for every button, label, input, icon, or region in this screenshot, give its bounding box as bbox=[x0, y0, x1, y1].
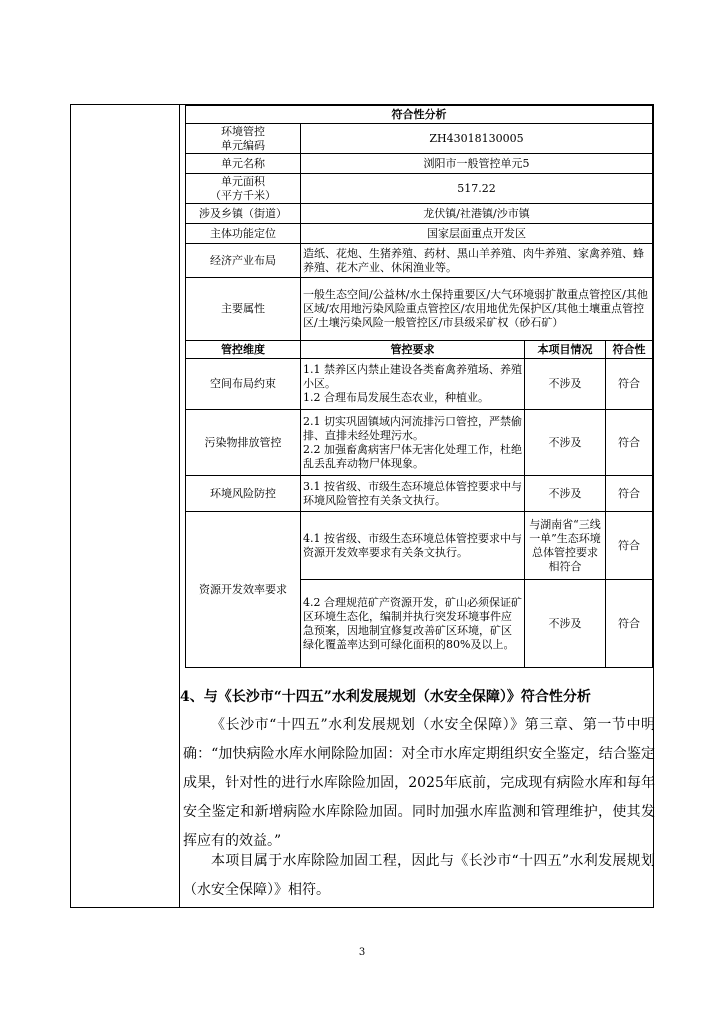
row-dimension: 污染物排放管控 bbox=[186, 410, 301, 476]
row-situation: 不涉及 bbox=[525, 580, 606, 668]
compliance-table bbox=[185, 105, 653, 668]
row-dimension: 空间布局约束 bbox=[186, 359, 301, 410]
row-requirement: 1.1 禁养区内禁止建设各类畜禽养殖场、养殖小区。 1.2 合理布局发展生态农业，种植业。 bbox=[301, 359, 525, 410]
section-title: 4、与《长沙市“十四五”水利发展规划（水安全保障）》符合性分析 bbox=[180, 689, 591, 705]
row-compliance: 符合 bbox=[606, 410, 653, 476]
col-header-situation: 本项目情况 bbox=[525, 341, 606, 359]
row-situation: 与湖南省“三线一单”生态环境总体管控要求相符合 bbox=[525, 512, 606, 580]
row-compliance: 符合 bbox=[606, 580, 653, 668]
row-requirement: 2.1 切实巩固镇域内河流排污口管控，严禁偷排、直排未经处理污水。 2.2 加强畜禽病害尸体无害化处理工作，杜绝乱丢乱弃动物尸体现象。 bbox=[301, 410, 525, 476]
table-title: 符合性分析 bbox=[186, 106, 653, 124]
page-number: 3 bbox=[358, 947, 366, 958]
row-dimension: 资源开发效率要求 bbox=[186, 512, 301, 668]
row-dimension: 环境风险防控 bbox=[186, 476, 301, 512]
info-label-area: 单元面积 （平方千米） bbox=[186, 174, 301, 204]
info-label-towns: 涉及乡镇（街道） bbox=[186, 204, 301, 224]
info-value-code: ZH43018130005 bbox=[301, 124, 653, 154]
info-value-attributes: 一般生态空间/公益林/水土保持重要区/大气环境弱扩散重点管控区/其他区域/农用地污染风险重点管控区/农用地优先保护区/其他土壤重点管控区/土壤污染风险一般管控区/市县级采矿权（砂石矿） bbox=[301, 278, 653, 341]
col-header-dimension: 管控维度 bbox=[186, 341, 301, 359]
info-label-code: 环境管控 单元编码 bbox=[186, 124, 301, 154]
col-header-requirement: 管控要求 bbox=[301, 341, 525, 359]
info-value-area: 517.22 bbox=[301, 174, 653, 204]
row-situation: 不涉及 bbox=[525, 359, 606, 410]
content-column bbox=[180, 105, 653, 907]
row-compliance: 符合 bbox=[606, 512, 653, 580]
info-value-function: 国家层面重点开发区 bbox=[301, 224, 653, 244]
info-label-industry: 经济产业布局 bbox=[186, 244, 301, 278]
body-paragraph: 《长沙市“十四五”水利发展规划（水安全保障）》第三章、第一节中明确：“加快病险水库水闸除险加固：对全市水库定期组织安全鉴定，结合鉴定成果，针对性的进行水库除险加固，2025年底前，完成现有病险水库和每年安全鉴定和新增病险水库除险加固。同时加强水库监测和管理维护，使其发挥应有的效益。” bbox=[183, 717, 655, 849]
info-value-towns: 龙伏镇/社港镇/沙市镇 bbox=[301, 204, 653, 224]
body-paragraph: 本项目属于水库除险加固工程，因此与《长沙市“十四五”水利发展规划（水安全保障）》相符。 bbox=[183, 853, 655, 898]
info-value-industry: 造纸、花炮、生猪养殖、药材、黑山羊养殖、肉牛养殖、家禽养殖、蜂养殖、花木产业、休闲渔业等。 bbox=[301, 244, 653, 278]
info-label-name: 单元名称 bbox=[186, 154, 301, 174]
row-requirement: 3.1 按省级、市级生态环境总体管控要求中与环境风险管控有关条文执行。 bbox=[301, 476, 525, 512]
info-label-function: 主体功能定位 bbox=[186, 224, 301, 244]
row-requirement: 4.2 合理规范矿产资源开发，矿山必须保证矿区环境生态化，编制并执行突发环境事件应急预案，因地制宜修复改善矿区环境，矿区绿化覆盖率达到可绿化面积的80%及以上。 bbox=[301, 580, 525, 668]
row-situation: 不涉及 bbox=[525, 410, 606, 476]
row-compliance: 符合 bbox=[606, 476, 653, 512]
info-label-attributes: 主要属性 bbox=[186, 278, 301, 341]
left-column bbox=[71, 105, 180, 907]
info-value-name: 浏阳市一般管控单元5 bbox=[301, 154, 653, 174]
row-compliance: 符合 bbox=[606, 359, 653, 410]
row-requirement: 4.1 按省级、市级生态环境总体管控要求中与资源开发效率要求有关条文执行。 bbox=[301, 512, 525, 580]
col-header-compliance: 符合性 bbox=[606, 341, 653, 359]
row-situation: 不涉及 bbox=[525, 476, 606, 512]
document-frame bbox=[70, 104, 654, 908]
